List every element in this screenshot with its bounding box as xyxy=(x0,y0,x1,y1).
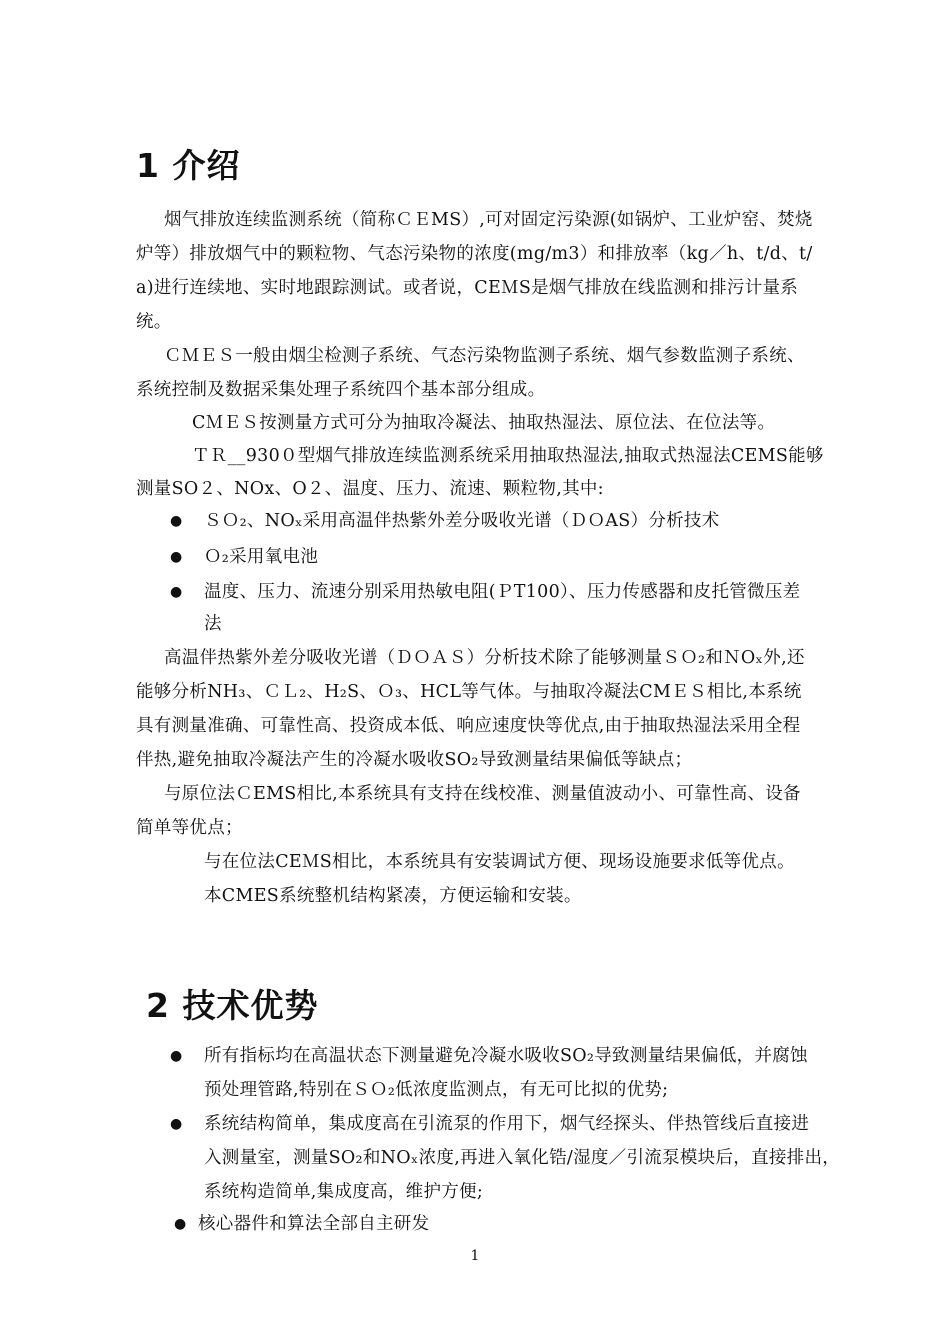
bullet-dot: ● xyxy=(170,1116,183,1132)
adv-b3: 核心器件和算法全部自主研发 xyxy=(198,1214,430,1234)
bullet-doas: ＳＯ₂、NOₓ采用高温伴热紫外差分吸收光谱（ＤＯAS）分析技术 xyxy=(204,511,720,531)
intro-p3: CＭＥＳ按测量方式可分为抽取冷凝法、抽取热湿法、原位法、在位法等。 xyxy=(192,413,776,433)
bullet-dot: ● xyxy=(170,513,183,529)
intro-p2-line1: ＣＭＥＳ一般由烟尘检测子系统、气态污染物监测子系统、烟气参数监测子系统、 xyxy=(164,346,805,366)
intro-p5-line2: 能够分析NH₃、ＣＬ₂、H₂S、Ｏ₃、HCL等气体。与抽取冷凝法CMＥＳ相比,本系统 xyxy=(136,682,802,702)
section-title-intro: 1 介绍 xyxy=(136,146,241,185)
adv-b1-line2: 预处理管路,特别在ＳＯ₂低浓度监测点，有无可比拟的优势; xyxy=(204,1080,669,1100)
intro-p4-line1: ＴＲ__930０型烟气排放连续监测系统采用抽取热湿法,抽取式热湿法CEMS能够 xyxy=(192,446,824,466)
intro-p8: 本CMES系统整机结构紧凑，方便运输和安装。 xyxy=(204,886,582,906)
bullet-dot: ● xyxy=(174,1216,187,1232)
intro-p5-line3: 具有测量准确、可靠性高、投资成本低、响应速度快等优点,由于抽取热湿法采用全程 xyxy=(136,716,801,736)
bullet-dot: ● xyxy=(170,1048,183,1064)
intro-p1-line4: 统。 xyxy=(136,312,172,332)
intro-p1-line1: 烟气排放连续监测系统（简称ＣＥMS）,可对固定污染源(如锅炉、工业炉窑、焚烧 xyxy=(164,210,813,230)
bullet-temp-line1: 温度、压力、流速分别采用热敏电阻(ＰT100）、压力传感器和皮托管微压差 xyxy=(204,582,801,602)
adv-b2-line3: 系统构造简单,集成度高，维护方便; xyxy=(204,1182,484,1202)
adv-b1-line1: 所有指标均在高温状态下测量避免冷凝水吸收SO₂导致测量结果偏低，并腐蚀 xyxy=(204,1046,808,1066)
intro-p6-line2: 简单等优点； xyxy=(136,818,243,838)
adv-b2-line2: 入测量室，测量SO₂和NOₓ浓度,再进入氧化锆/湿度／引流泵模块后，直接排出， xyxy=(204,1148,841,1168)
bullet-dot: ● xyxy=(170,584,183,600)
intro-p1-line2: 炉等）排放烟气中的颗粒物、气态污染物的浓度(mg/m3）和排放率（kg／h、t/d、t/ xyxy=(136,244,813,264)
intro-p2-line2: 系统控制及数据采集处理子系统四个基本部分组成。 xyxy=(136,380,546,400)
intro-p5-line1: 高温伴热紫外差分吸收光谱（ＤＯＡＳ）分析技术除了能够测量ＳＯ₂和ＮOₓ外,还 xyxy=(164,648,805,668)
intro-p6-line1: 与原位法ＣEMS相比,本系统具有支持在线校准、测量值波动小、可靠性高、设备 xyxy=(164,784,801,804)
adv-b2-line1: 系统结构简单，集成度高在引流泵的作用下，烟气经探头、伴热管线后直接进 xyxy=(204,1114,810,1134)
intro-p4-line2: 测量SO２、NOx、O２、温度、压力、流速、颗粒物,其中: xyxy=(136,479,604,499)
section-title-advantages: 2 技术优势 xyxy=(146,986,319,1025)
intro-p7: 与在位法CEＭS相比，本系统具有安装调试方便、现场设施要求低等优点。 xyxy=(204,852,795,872)
bullet-dot: ● xyxy=(170,549,183,565)
bullet-o2: Ｏ₂采用氧电池 xyxy=(204,547,319,567)
bullet-temp-line2: 法 xyxy=(204,614,222,634)
intro-p1-line3: a)进行连续地、实时地跟踪测试。或者说，CEＭS是烟气排放在线监测和排污计量系 xyxy=(136,278,799,298)
page-number: 1 xyxy=(470,1248,480,1264)
intro-p5-line4: 伴热,避免抽取冷凝法产生的冷凝水吸收SO₂导致测量结果偏低等缺点； xyxy=(136,750,693,770)
